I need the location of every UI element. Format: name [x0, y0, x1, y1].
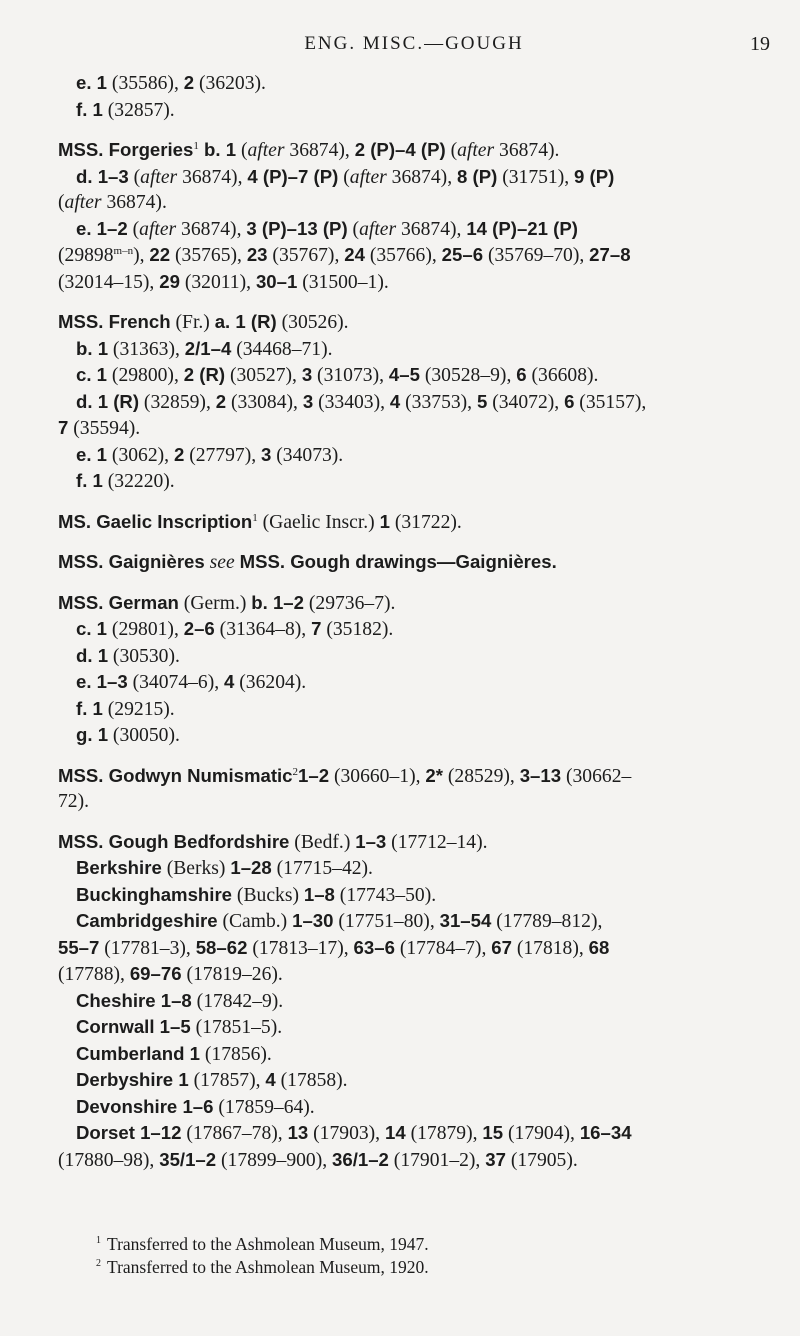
page-number: 19 — [750, 33, 770, 55]
gough-devonshire: Devonshire 1–6 (17859–64). — [76, 1095, 315, 1118]
gough-cambridgeshire-cont1: 55–7 (17781–3), 58–62 (17813–17), 63–6 (17784–7), 67 (17818), 68 — [58, 936, 610, 959]
gough-dorset: Dorset 1–12 (17867–78), 13 (17903), 14 (17879), 15 (17904), 16–34 — [76, 1122, 632, 1144]
gough-cambridgeshire: Cambridgeshire (Camb.) 1–30 (17751–80), 31–54 (17789–812), — [76, 910, 603, 932]
forgeries-line-d: d. 1–3 (after 36874), 4 (P)–7 (P) (after 36874), 8 (P) (31751), 9 (P) — [76, 165, 615, 188]
footnote-2: $^2$ Transferred to the Ashmolean Museum, 1920. — [96, 1257, 429, 1277]
entry-german: MSS. German (Germ.) b. 1–2 (29736–7). — [58, 591, 396, 614]
line-e1: e. 1 (35586), 2 (36203). — [76, 72, 266, 94]
forgeries-line-d-cont: (after 36874). — [58, 192, 167, 213]
gough-buckinghamshire: Buckinghamshire (Bucks) 1–8 (17743–50). — [76, 883, 437, 906]
catalogue-body — [58, 70, 770, 1173]
german-line-d: d. 1 (30530). — [76, 644, 180, 667]
forgeries-line-e-cont1: (29898$^{m-n}$), 22 (35765), 23 (35767), 24 (35766), 25–6 (35769–70), 27–8 — [58, 244, 631, 266]
entry-gaelic-inscription: MS. Gaelic Inscription$^1$ (Gaelic Inscr.) 1 (31722). — [58, 510, 462, 533]
french-line-d-cont: 7 (35594). — [58, 417, 141, 439]
gough-cornwall: Cornwall 1–5 (17851–5). — [76, 1016, 283, 1038]
french-line-b: b. 1 (31363), 2/1–4 (34468–71). — [76, 337, 333, 360]
forgeries-line-e: e. 1–2 (after 36874), 3 (P)–13 (P) (after 36874), 14 (P)–21 (P) — [76, 217, 578, 240]
french-line-f: f. 1 (32220). — [76, 470, 175, 492]
french-line-e: e. 1 (3062), 2 (27797), 3 (34073). — [76, 443, 344, 466]
german-line-c: c. 1 (29801), 2–6 (31364–8), 7 (35182). — [76, 618, 394, 640]
gough-cumberland: Cumberland 1 (17856). — [76, 1042, 272, 1065]
gough-berkshire: Berkshire (Berks) 1–28 (17715–42). — [76, 857, 373, 879]
gough-cambridgeshire-cont2: (17788), 69–76 (17819–26). — [58, 963, 283, 985]
french-line-d: d. 1 (R) (32859), 2 (33084), 3 (33403), 4 (33753), 5 (34072), 6 (35157), — [76, 390, 647, 413]
german-line-g: g. 1 (30050). — [76, 724, 180, 746]
running-title: ENG. MISC.—GOUGH — [304, 33, 524, 54]
godwyn-line-cont: 72). — [58, 791, 90, 812]
german-line-e: e. 1–3 (34074–6), 4 (36204). — [76, 671, 307, 693]
entry-forgeries: MSS. Forgeries$^1$ b. 1 (after 36874), 2 (P)–4 (P) (after 36874). — [58, 139, 560, 161]
footnote-1: $^1$ Transferred to the Ashmolean Museum, 1947. — [96, 1234, 429, 1254]
line-f1: f. 1 (32857). — [76, 98, 175, 121]
gough-cheshire: Cheshire 1–8 (17842–9). — [76, 989, 284, 1012]
gough-derbyshire: Derbyshire 1 (17857), 4 (17858). — [76, 1069, 348, 1091]
page-header — [58, 33, 770, 61]
german-line-f: f. 1 (29215). — [76, 697, 175, 720]
footnotes — [58, 1233, 770, 1279]
entry-godwyn-numismatic: MSS. Godwyn Numismatic$^2$1–2 (30660–1), 2* (28529), 3–13 (30662– — [58, 764, 632, 787]
entry-french: MSS. French (Fr.) a. 1 (R) (30526). — [58, 311, 349, 333]
gough-dorset-cont: (17880–98), 35/1–2 (17899–900), 36/1–2 (17901–2), 37 (17905). — [58, 1148, 578, 1171]
forgeries-line-e-cont2: (32014–15), 29 (32011), 30–1 (31500–1). — [58, 270, 389, 293]
entry-gough-bedfordshire: MSS. Gough Bedfordshire (Bedf.) 1–3 (17712–14). — [58, 830, 488, 853]
french-line-c: c. 1 (29800), 2 (R) (30527), 3 (31073), 4–5 (30528–9), 6 (36608). — [76, 364, 599, 386]
entry-gaignieres: MSS. Gaignières see MSS. Gough drawings—Gaignières. — [58, 551, 557, 573]
